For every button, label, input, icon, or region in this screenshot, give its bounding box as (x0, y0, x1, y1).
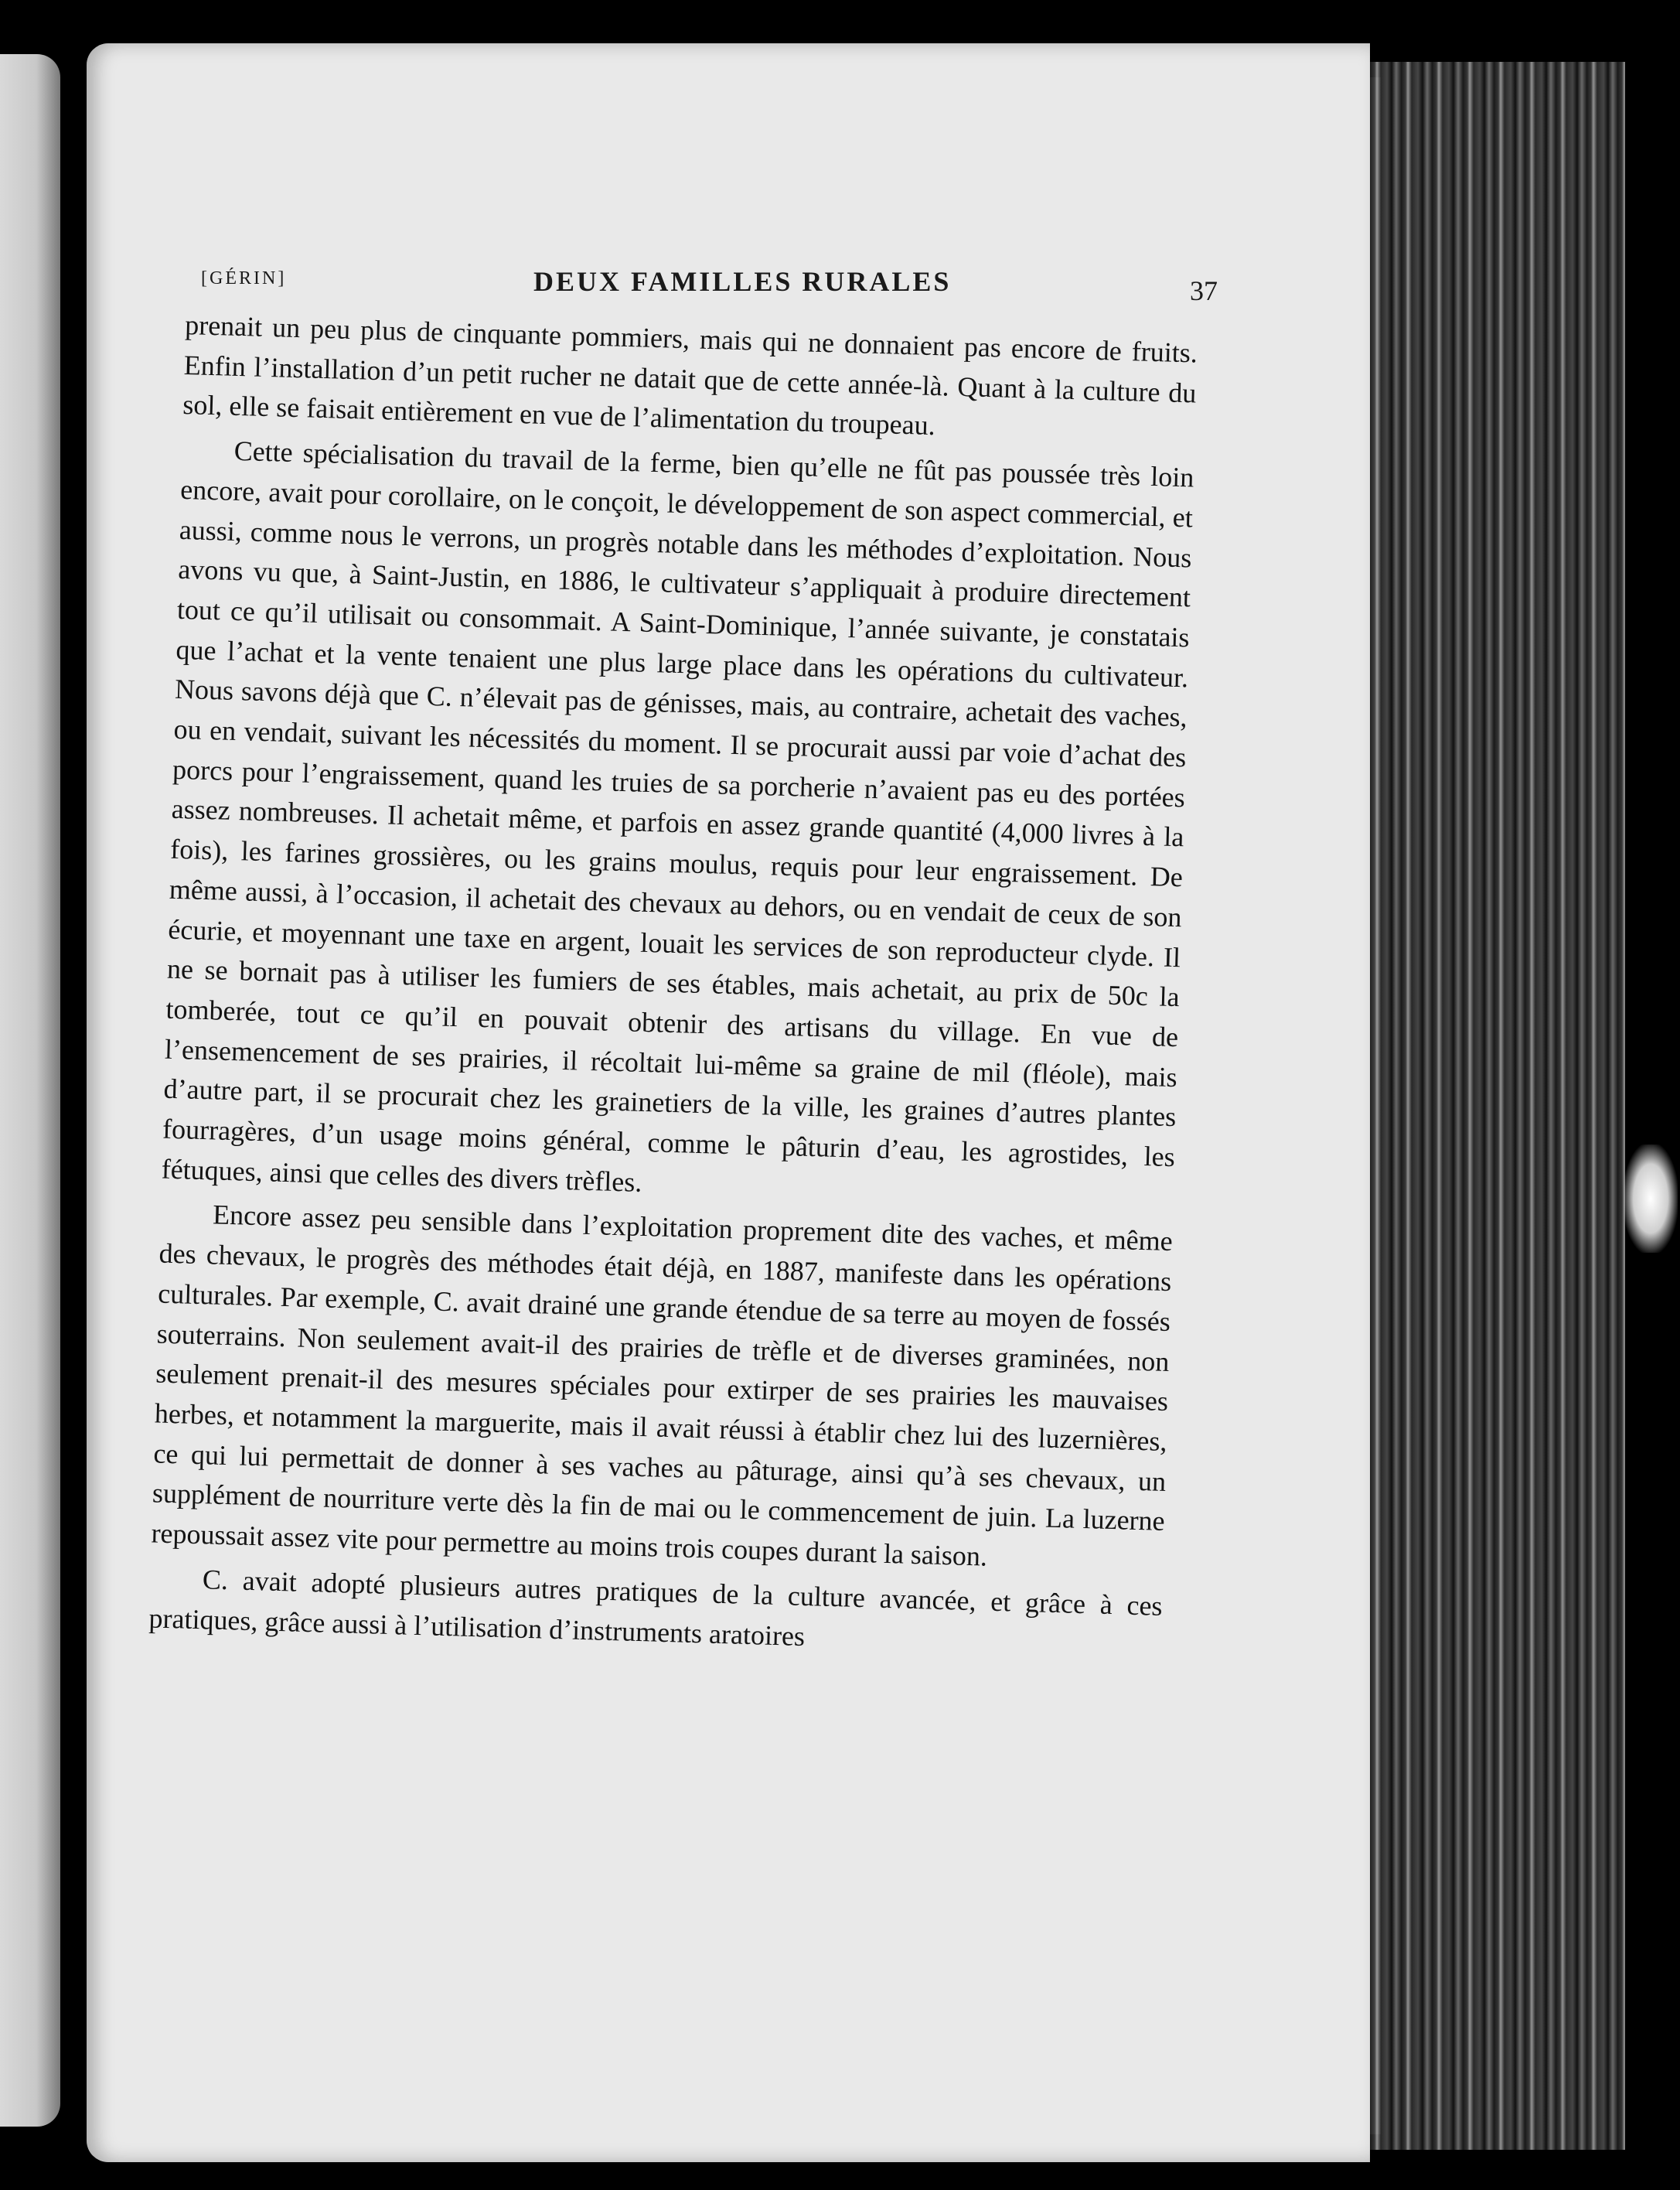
page-number: 37 (1190, 275, 1218, 306)
running-header (201, 259, 1218, 313)
running-author: [GÉRIN] (201, 268, 287, 288)
page-body (148, 305, 1198, 1666)
paragraph-continued: prenait un peu plus de cinquante pommiers, mais qui ne donnaient pas encore de fruits. Enfin l’installation d’un petit rucher ne datait que de cette année-là. Quant à la culture du sol, elle se faisait entièrement en vue de l’alimentation du troupeau. (182, 309, 1198, 442)
previous-page-edge (0, 54, 60, 2127)
paragraph: Cette spécialisation du travail de la ferme, bien qu’elle ne fût pas poussée très loin encore, avait pour corollaire, on le conçoit, le développement de son aspect commercial, et aussi, comme nous le verrons, un progrès notable dans les méthodes d’exploitation. Nous avons vu que, à Saint-Justin, en 1886, le cultivateur s’appliquait à produire directement tout ce qu’il utilisait ou consommait. A Saint-Dominique, l’année suivante, je constatais que l’achat et la vente tenaient une plus large place dans les opérations du cultivateur. Nous savons déjà que C. n’élevait pas de génisses, mais, au contraire, achetait des vaches, ou en vendait, suivant les nécessités du moment. Il se procurait aussi par voie d’achat des porcs pour l’engraissement, quand les truies de sa porcherie n’avaient pas eu des portées assez nombreuses. Il achetait même, et parfois en assez grande quantité (4,000 livres à la fois), les farines grossières, ou les grains moulus, requis pour leur engraissement. De même aussi, à l’occasion, il achetait des chevaux au dehors, ou en vendait de ceux de son écurie, et moyennant une taxe en argent, louait les services de son reproducteur clyde. Il ne se bornait pas à utiliser les fumiers de ses étables, mais achetait, au prix de 50c la tomberée, tout ce qu’il en pouvait obtenir des artisans du village. En vue de l’ensemencement de ses prairies, il récoltait lui-même sa graine de mil (fléole), mais d’autre part, il se procurait chez les grainetiers de la ville, les graines d’autres plantes fourragères, d’un usage moins général, comme le pâturin d’eau, les agrostides, les fétuques, ainsi que celles des divers trèfles. (161, 435, 1194, 1198)
book-fore-edge (1370, 62, 1625, 2150)
paragraph: C. avait adopté plusieurs autres pratiques de la culture avancée, et grâce à ces pratiques, grâce aussi à l’utilisation d’instruments aratoires (148, 1564, 1164, 1652)
paragraph: Encore assez peu sensible dans l’exploitation proprement dite des vaches, et même des chevaux, le progrès des méthodes était déjà, en 1887, manifeste dans les opérations culturales. Par exemple, C. avait drainé une grande étendue de sa terre au moyen de fossés souterrains. Non seulement avait-il des prairies de trèfle et de diverses graminées, non seulement prenait-il des mesures spéciales pour extirper de ses prairies les mauvaises herbes, et notamment la marguerite, mais il avait réussi à établir chez lui des luzernières, ce qui lui permettait de donner à ses vaches au pâturage, ainsi qu’à ses chevaux, un supplément de nourriture verte dès la fin de mai ou le commencement de juin. La luzerne repoussait assez vite pour permettre au moins trois coupes durant la saison. (151, 1199, 1174, 1572)
light-glare (1624, 1144, 1678, 1253)
running-title: DEUX FAMILLES RURALES (533, 266, 952, 297)
